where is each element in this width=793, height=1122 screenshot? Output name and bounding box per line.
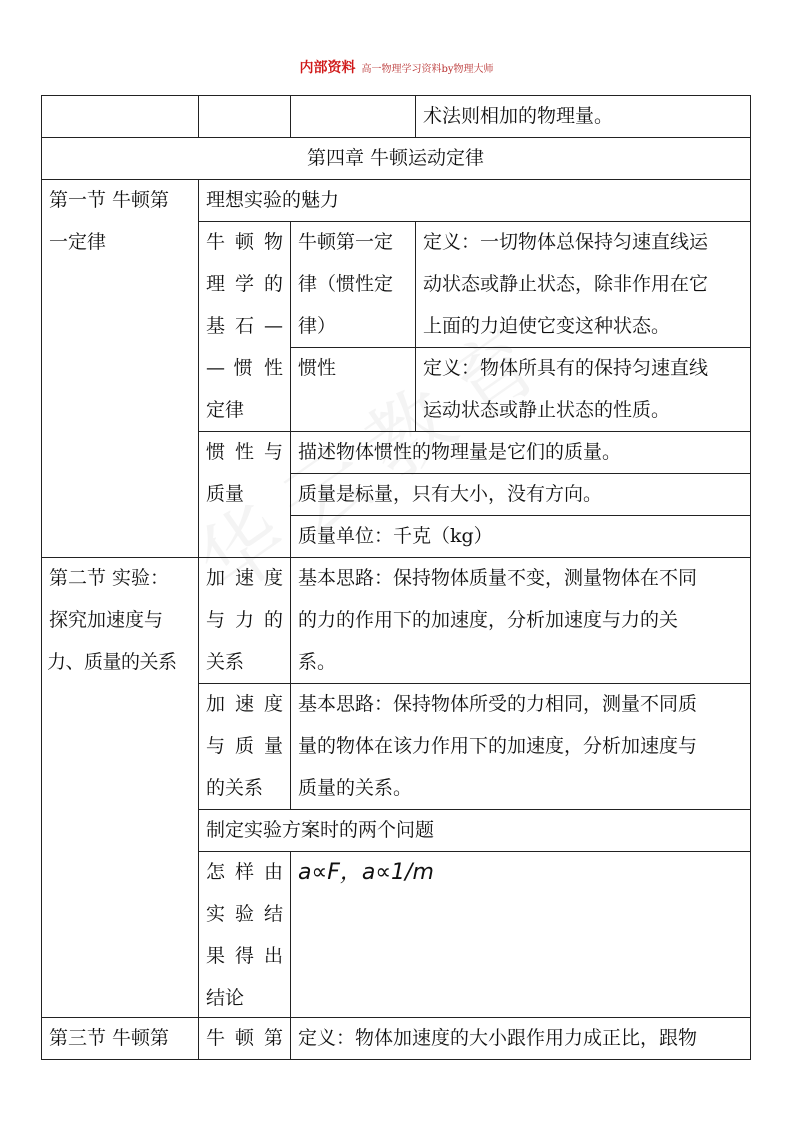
section1-title-line2: 一定律 [49, 231, 107, 253]
section3-title: 第三节 牛顿第 [49, 1027, 170, 1049]
section1-topic: 理想实验的魅力 [206, 189, 340, 211]
s2-sub3-line: 实 验 结 [206, 903, 283, 925]
vline [198, 95, 199, 137]
s2-sub2-line: 加 速 度 [206, 693, 283, 715]
vline [750, 95, 751, 1060]
s2-sub2-text-line: 基本思路：保持物体所受的力相同，测量不同质 [298, 693, 698, 715]
s2-sub1-line: 与 力 的 [206, 609, 283, 631]
vline [41, 95, 42, 1060]
s1-sub1-line: 基 石 — [206, 315, 283, 337]
s2-sub1-line: 加 速 度 [206, 567, 283, 589]
s1-sub2-line: 质量 [206, 483, 245, 505]
s2-sub2-line: 的关系 [206, 777, 264, 799]
vline [290, 557, 291, 809]
mass-text-1: 描述物体惯性的物理量是它们的质量。 [298, 441, 622, 463]
s2-sub2-text-line: 质量的关系。 [298, 777, 413, 799]
s2-sub2-line: 与 质 量 [206, 735, 283, 757]
s2-sub2-text-line: 量的物体在该力作用下的加速度，分析加速度与 [298, 735, 698, 757]
s1-sub2-line: 惯 性 与 [206, 441, 283, 463]
law-name-line: 牛顿第一定 [298, 231, 394, 253]
law-name-line: 律（惯性定 [298, 273, 394, 295]
s2-sub3-line: 怎 样 由 [206, 861, 283, 883]
vline [290, 851, 291, 1059]
header-label: 内部资料 [299, 60, 356, 76]
s2-sub1-text-line: 系。 [298, 651, 337, 673]
inertia-name: 惯性 [298, 357, 337, 379]
s2-sub1-text-line: 的力的作用下的加速度，分析加速度与力的关 [298, 609, 679, 631]
inertia-def-line: 运动状态或静止状态的性质。 [423, 399, 671, 421]
s3-text: 定义：物体加速度的大小跟作用力成正比，跟物 [298, 1027, 698, 1049]
chapter-title: 第四章 牛顿运动定律 [306, 147, 485, 169]
law-def-line: 定义：一切物体总保持匀速直线运 [423, 231, 709, 253]
law-def-line: 上面的力迫使它变这种状态。 [423, 315, 671, 337]
s2-sub3-line: 结论 [206, 987, 245, 1009]
section2-title-line: 第二节 实验： [49, 567, 170, 589]
vline [290, 95, 291, 137]
vline [290, 221, 291, 557]
hline [41, 95, 750, 96]
inertia-def-line: 定义：物体所具有的保持匀速直线 [423, 357, 709, 379]
s1-sub1-line: 牛 顿 物 [206, 231, 283, 253]
s2-sub1-text-line: 基本思路：保持物体质量不变，测量物体在不同 [298, 567, 698, 589]
vline [415, 95, 416, 137]
mass-text-2: 质量是标量，只有大小，没有方向。 [298, 483, 603, 505]
s2-sub1-line: 关系 [206, 651, 245, 673]
header-subtitle: 高一物理学习资料by物理大师 [361, 64, 494, 75]
section1-title-line1: 第一节 牛顿第 [49, 189, 170, 211]
s1-sub1-line: — 惯 性 [206, 357, 283, 379]
law-name-line: 律） [298, 315, 337, 337]
section2-title-line: 探究加速度与 [49, 609, 164, 631]
continuation-text: 术法则相加的物理量。 [423, 105, 614, 127]
plan-text: 制定实验方案时的两个问题 [206, 819, 435, 841]
s1-sub1-line: 定律 [206, 399, 245, 421]
section2-title-line: 力、质量的关系 [47, 651, 177, 673]
vline [415, 221, 416, 431]
s1-sub1-line: 理 学 的 [206, 273, 283, 295]
proportion-formula: a∝F，a∝1/m [298, 860, 434, 885]
s2-sub3-line: 果 得 出 [206, 945, 283, 967]
law-def-line: 动状态或静止状态，除非作用在它 [423, 273, 709, 295]
mass-text-3: 质量单位：千克（kg） [298, 525, 493, 547]
s3-sub-line: 牛 顿 第 [206, 1027, 283, 1049]
vline [198, 179, 199, 1060]
page-header [0, 60, 793, 78]
